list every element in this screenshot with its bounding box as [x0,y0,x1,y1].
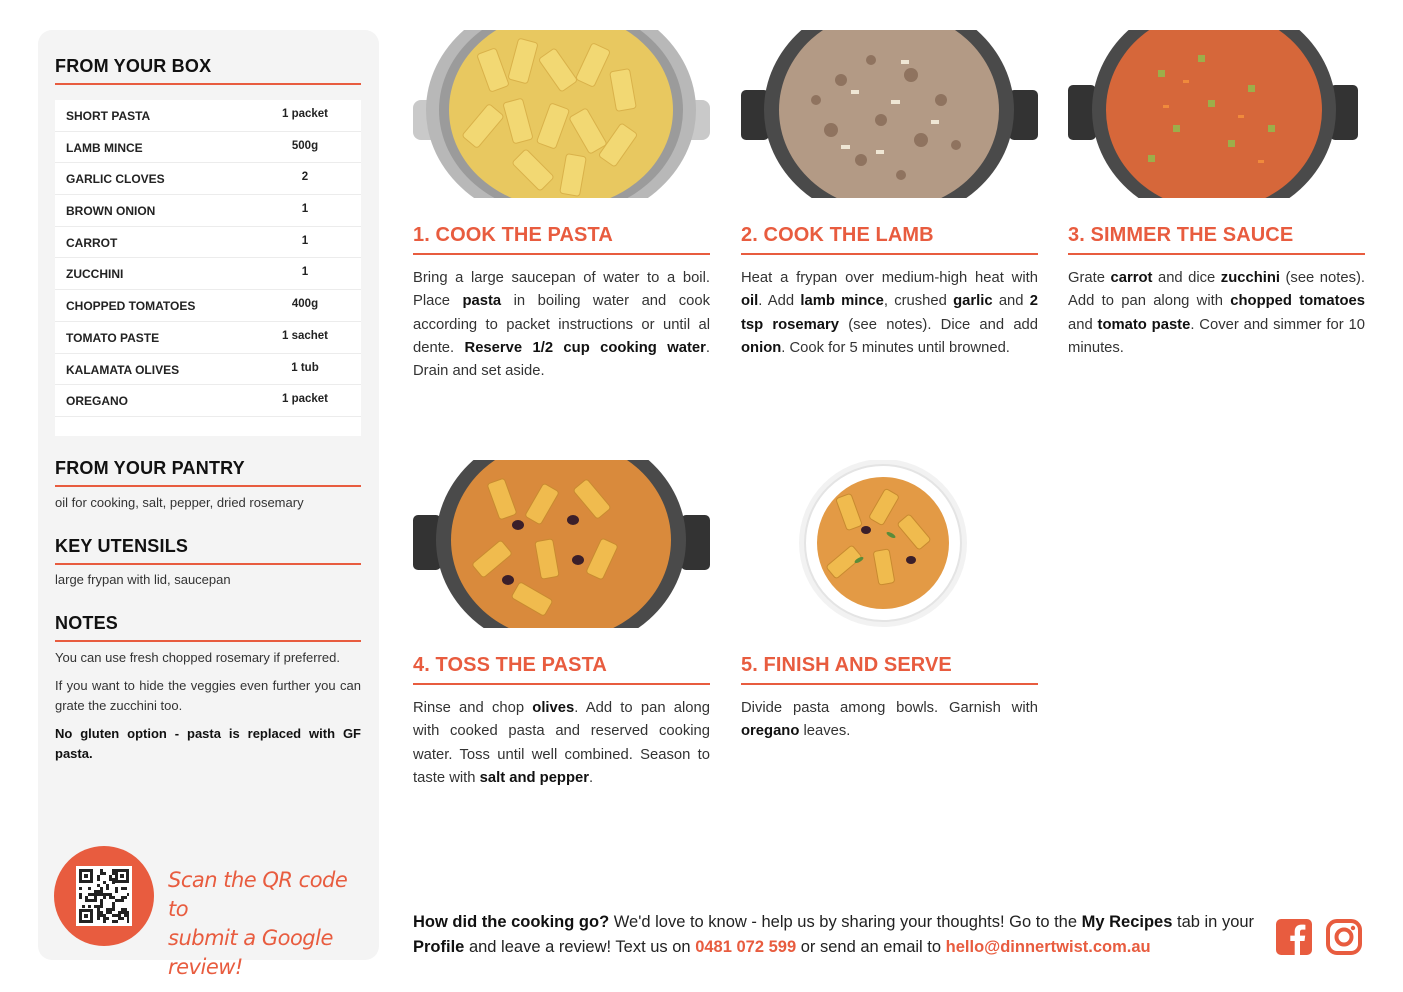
ingredient-row [55,258,361,290]
ingredient-qty: 1 packet [281,393,329,406]
step-highlight: chopped tomatoes [1230,293,1365,310]
ingredient-name: TOMATO PASTE [66,330,160,345]
step-highlight: pasta [462,293,502,310]
step-text: . [588,769,594,786]
ingredient-row [55,100,361,132]
ingredient-row [55,227,361,259]
step-text: . Drain and set aside. [413,339,710,380]
ingredient-name: BROWN ONION [66,204,156,219]
note-item: If you want to hide the veggies even further you can grate the zucchini too. [55,678,361,713]
footer-question: How did the cooking go? [413,913,610,931]
review-footer [413,910,1263,960]
email-link[interactable]: hello@dinnertwist.com.au [945,938,1151,956]
ingredient-row [55,132,361,164]
instagram-icon[interactable] [1325,918,1363,956]
ingredient-row [55,385,361,417]
ingredient-row [55,290,361,322]
step-2-title: 2. COOK THE LAMB [741,224,1038,255]
ingredient-qty: 400g [291,298,319,311]
step-text: and [992,293,1030,310]
step-text: leaves. [799,723,851,740]
step-5-title: 5. FINISH AND SERVE [741,654,1038,685]
qr-code-badge[interactable] [54,846,154,946]
step-highlight: olives [532,700,575,716]
step-highlight: lamb mince [800,293,884,310]
step-highlight: onion [741,339,782,356]
phone-link[interactable]: 0481 072 599 [695,938,797,956]
step-text: . Add to pan along with cooked pasta and reserved cooking water. Toss until well combined. Season to taste with [413,700,710,786]
step-highlight: tomato paste [1097,316,1191,333]
sidebar [38,30,379,979]
qr-caption-line: Scan the QR code to [168,868,348,921]
note-item: No gluten option - pasta is replaced with GF pasta. [55,726,361,761]
step-text: and dice [1152,270,1221,286]
pantry-text: oil for cooking, salt, pepper, dried rosemary [55,495,304,510]
ingredient-name: GARLIC CLOVES [66,172,165,187]
step-text: Bring a large saucepan of water to a boil. Place [413,270,710,310]
footer-text: We'd love to know - help us by sharing your thoughts! Go to the [609,913,1082,931]
step-4-body [413,697,710,790]
step-highlight: oregano [741,723,800,740]
step-2-image [741,30,1038,198]
footer-profile: Profile [413,938,465,956]
footer-my-recipes: My Recipes [1081,913,1173,931]
step-1-image [413,30,710,198]
key-utensils-title: KEY UTENSILS [55,536,361,565]
ingredient-qty: 1 tub [291,361,319,374]
ingredient-qty: 500g [291,139,319,152]
ingredient-name: ZUCCHINI [66,267,124,282]
from-your-pantry-title: FROM YOUR PANTRY [55,458,361,487]
ingredient-name: OREGANO [66,394,129,409]
notes-title: NOTES [55,613,361,642]
step-text: (see notes). Dice and add [839,316,1039,333]
step-1-body [413,267,710,383]
step-highlight: carrot [1110,270,1153,286]
ingredients-table [55,100,361,436]
step-highlight: 2 tsp rosemary [741,293,1038,333]
step-highlight: oil [741,293,759,310]
step-text: (see notes). Add to pan along with [1068,270,1366,310]
from-your-box-title: FROM YOUR BOX [55,56,361,85]
step-text: . Add [758,293,801,310]
ingredient-qty: 1 [301,234,309,247]
step-text: . Cover and simmer for 10 minutes. [1068,316,1365,356]
footer-text: and leave a review! Text us on [464,938,696,956]
step-5-body [741,697,1038,744]
qr-caption [168,866,368,982]
step-3-title: 3. SIMMER THE SAUCE [1068,224,1365,255]
step-text: Grate [1068,270,1111,286]
step-text: Rinse and chop [413,700,533,716]
ingredient-qty: 2 [301,171,309,184]
step-text: in boiling water and cook according to packet instructions or until al dente. [413,293,710,356]
step-5-image [741,460,1038,628]
step-text: and [1068,316,1098,333]
step-text: Divide pasta among bowls. Garnish with [741,700,1038,716]
ingredient-name: CARROT [66,235,118,250]
step-text: Heat a frypan over medium-high heat with [741,270,1038,286]
ingredient-name: LAMB MINCE [66,140,143,155]
step-text: , crushed [883,293,954,310]
step-highlight: Reserve 1/2 cup cooking water [464,339,706,356]
ingredient-qty: 1 sachet [281,329,329,342]
step-3-body [1068,267,1365,360]
ingredient-row [55,163,361,195]
ingredient-qty: 1 [301,203,309,216]
step-3-image [1068,30,1365,198]
step-highlight: zucchini [1220,270,1280,286]
ingredient-row [55,322,361,354]
step-text: . Cook for 5 minutes until browned. [781,339,1010,356]
ingredient-row [55,354,361,386]
facebook-icon[interactable] [1275,918,1313,956]
qr-code[interactable] [76,866,132,926]
note-item: You can use fresh chopped rosemary if preferred. [55,650,340,665]
ingredient-name: CHOPPED TOMATOES [66,299,196,314]
step-4-image [413,460,710,628]
footer-text: tab in your [1172,913,1255,931]
footer-text: or send an email to [796,938,946,956]
qr-caption-line: submit a Google review! [168,926,333,979]
ingredient-qty: 1 packet [281,108,329,120]
ingredient-row [55,195,361,227]
step-4-title: 4. TOSS THE PASTA [413,654,710,685]
step-highlight: garlic [953,293,993,310]
ingredient-name: SHORT PASTA [66,109,151,123]
notes-list [55,648,361,772]
utensils-text: large frypan with lid, saucepan [55,572,231,587]
step-1-title: 1. COOK THE PASTA [413,224,710,255]
ingredient-qty: 1 [301,266,309,279]
step-highlight: salt and pepper [479,769,589,786]
ingredient-name: KALAMATA OLIVES [66,362,180,377]
step-2-body [741,267,1038,360]
